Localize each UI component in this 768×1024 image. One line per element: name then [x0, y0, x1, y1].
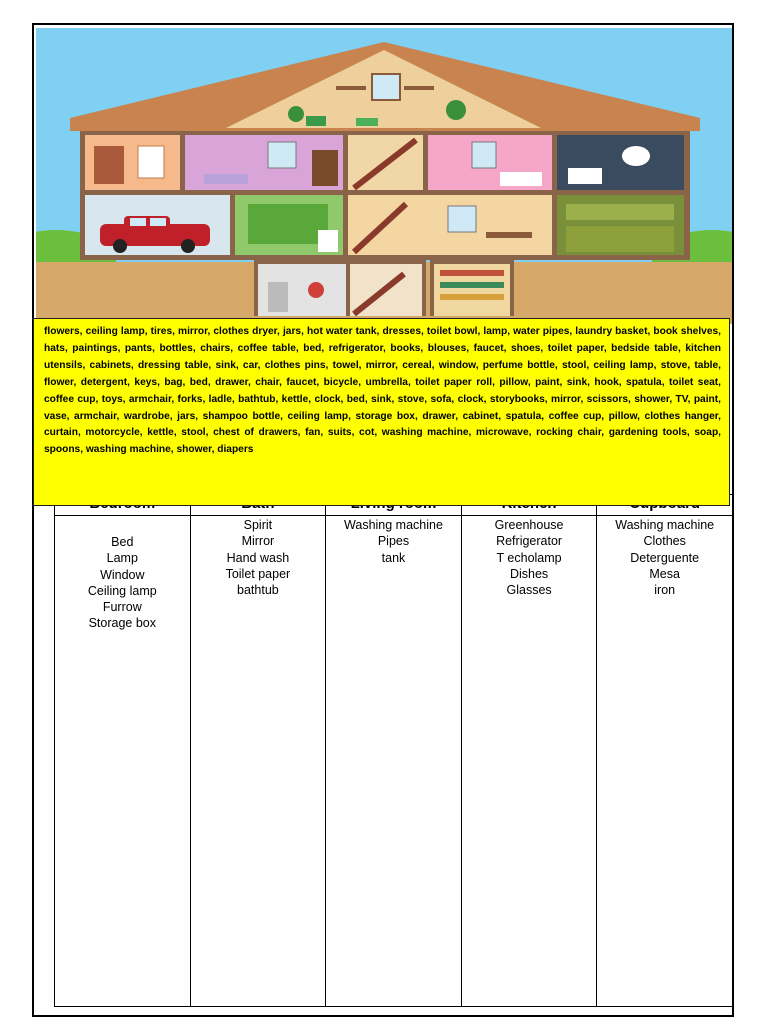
- list-item: Lamp: [106, 551, 138, 566]
- column-bedroom: [55, 516, 191, 1007]
- list-item: iron: [654, 583, 676, 598]
- list-item: Mesa: [649, 566, 680, 581]
- kitchen-list: [462, 516, 597, 598]
- list-item: Deterguente: [630, 550, 700, 565]
- category-table: [54, 494, 733, 1007]
- table-body-row: [55, 516, 733, 1007]
- list-item: Washing machine: [344, 518, 443, 532]
- list-item: T echolamp: [496, 550, 562, 565]
- column-living-room: [326, 516, 462, 1007]
- list-item: Window: [100, 567, 145, 582]
- list-item: Hand wash: [226, 550, 290, 565]
- list-item: Glasses: [506, 583, 552, 598]
- list-item: tank: [381, 550, 406, 565]
- living-room-list: [326, 516, 461, 566]
- list-item: Spirit: [243, 518, 273, 532]
- list-item: Pipes: [377, 534, 410, 549]
- list-item: Toilet paper: [225, 566, 291, 581]
- list-item: bathtub: [237, 583, 279, 598]
- word-bank: flowers, ceiling lamp, tires, mirror, clothes dryer, jars, hot water tank, dresses, toilet bowl, lamp, water pipes, laundry basket, book shelves, hats, paintings, pants, bottles, chairs, coffee table, bed, refrigerator, books, blouses, faucet, shoes, toilet paper, bedside table, kitchen utensils, cabinets, dressing table, sink, car, clothes pins, towel, mirror, cereal, window, perfume bottle, stool, ceiling lamp, stove, table, flower, detergent, keys, bag, bed, drawer, chair, faucet, bicycle, umbrella, toilet paper roll, pillow, paint, sink, hook, spatula, toilet seat, coffee cup, toys, armchair, forks, ladle, bathtub, kettle, clock, bed, sink, stove, sofa, clock, storybooks, mirror, scissors, shower, TV, paint, vase, armchair, wardrobe, jars, shampoo bottle, ceiling lamp, storage box, drawer, cabinet, spatula, coffee cup, pillow, clothes hanger, curtain, motorcycle, kettle, stool, chest of drawers, fan, suits, cot, washing machine, microwave, rocking chair, gardening tools, soap, spoons, washing machine, shower, diapers: [33, 318, 730, 506]
- list-item: Furrow: [102, 600, 142, 615]
- house-illustration: [36, 28, 732, 324]
- column-cupboard: [597, 516, 733, 1007]
- list-item: Greenhouse: [494, 518, 564, 532]
- column-bath: [190, 516, 326, 1007]
- cupboard-list: [597, 516, 732, 598]
- list-item: Bed: [111, 535, 134, 549]
- bedroom-list: [55, 516, 190, 632]
- list-item: Washing machine: [615, 518, 715, 532]
- column-kitchen: [461, 516, 597, 1007]
- list-item: Clothes: [643, 534, 686, 549]
- list-item: Mirror: [241, 534, 275, 549]
- list-item: Refrigerator: [496, 534, 563, 549]
- list-item: Dishes: [509, 566, 549, 581]
- list-item: Ceiling lamp: [87, 583, 157, 598]
- bath-list: [191, 516, 326, 598]
- list-item: Storage box: [88, 616, 156, 631]
